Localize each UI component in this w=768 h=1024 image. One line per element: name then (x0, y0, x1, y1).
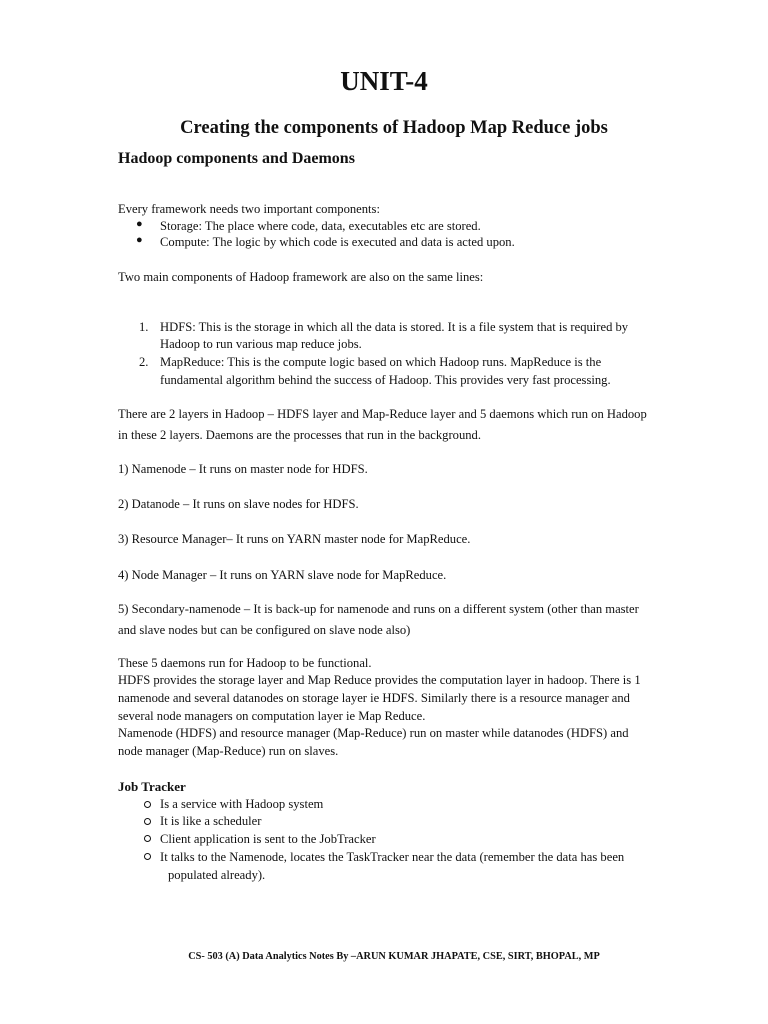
paragraph-line: namenode and several datanodes on storage layer ie HDFS. Similarly there is a resource manager and (118, 691, 630, 705)
daemon-item: 5) Secondary-namenode – It is back-up for namenode and runs on a different system (other than master (118, 602, 639, 616)
list-number: 2. (139, 355, 149, 369)
circle-bullet-icon (144, 835, 151, 842)
layers-text-line: in these 2 layers. Daemons are the processes that run in the background. (118, 428, 482, 442)
two-main-text: Two main components of Hadoop framework are also on the same lines: (118, 270, 484, 284)
paragraph-line: These 5 daemons run for Hadoop to be functional. (118, 656, 372, 670)
paragraph-line: several node managers on computation layer ie Map Reduce. (118, 709, 426, 723)
job-tracker-heading: Job Tracker (118, 779, 186, 794)
bullet-item: Storage: The place where code, data, executables etc are stored. (160, 219, 481, 233)
job-tracker-item: Client application is sent to the JobTracker (160, 832, 376, 846)
paragraph-line: node manager (Map-Reduce) run on slaves. (118, 744, 339, 758)
daemon-item: 4) Node Manager – It runs on YARN slave node for MapReduce. (118, 568, 447, 582)
job-tracker-item: It talks to the Namenode, locates the TaskTracker near the data (remember the data has been (160, 850, 625, 864)
bullet-item: Compute: The logic by which code is executed and data is acted upon. (160, 235, 515, 249)
paragraph-line: Namenode (HDFS) and resource manager (Map-Reduce) run on master while datanodes (HDFS) and (118, 726, 629, 740)
main-title: Creating the components of Hadoop Map Reduce jobs (180, 118, 608, 138)
numbered-item-line: Hadoop to run various map reduce jobs. (160, 337, 362, 351)
circle-bullet-icon (144, 801, 151, 808)
job-tracker-item: It is like a scheduler (160, 814, 262, 828)
bullet-icon: ● (136, 218, 143, 230)
paragraph-line: HDFS provides the storage layer and Map Reduce provides the computation layer in hadoop. There is 1 (118, 673, 641, 687)
numbered-item-line: fundamental algorithm behind the success of Hadoop. This provides very fast processing. (160, 373, 611, 387)
circle-bullet-icon (144, 853, 151, 860)
numbered-item-line: HDFS: This is the storage in which all the data is stored. It is a file system that is required by (160, 320, 629, 334)
numbered-item-line: MapReduce: This is the compute logic based on which Hadoop runs. MapReduce is the (160, 355, 602, 369)
list-number: 1. (139, 320, 149, 334)
layers-text-line: There are 2 layers in Hadoop – HDFS layer and Map-Reduce layer and 5 daemons which run on Hadoop (118, 407, 647, 421)
section-title: Hadoop components and Daemons (118, 150, 355, 167)
daemon-item: and slave nodes but can be configured on slave node also) (118, 623, 411, 637)
daemon-item: 3) Resource Manager– It runs on YARN master node for MapReduce. (118, 532, 471, 546)
page-footer: CS- 503 (A) Data Analytics Notes By –ARUN KUMAR JHAPATE, CSE, SIRT, BHOPAL, MP (188, 951, 600, 962)
circle-bullet-icon (144, 818, 151, 825)
intro-text: Every framework needs two important components: (118, 202, 380, 216)
job-tracker-item: Is a service with Hadoop system (160, 797, 324, 811)
daemon-item: 2) Datanode – It runs on slave nodes for HDFS. (118, 497, 359, 511)
daemon-item: 1) Namenode – It runs on master node for HDFS. (118, 462, 368, 476)
bullet-icon: ● (136, 234, 143, 246)
unit-title: UNIT-4 (340, 66, 428, 96)
job-tracker-item-continuation: populated already). (168, 868, 266, 882)
